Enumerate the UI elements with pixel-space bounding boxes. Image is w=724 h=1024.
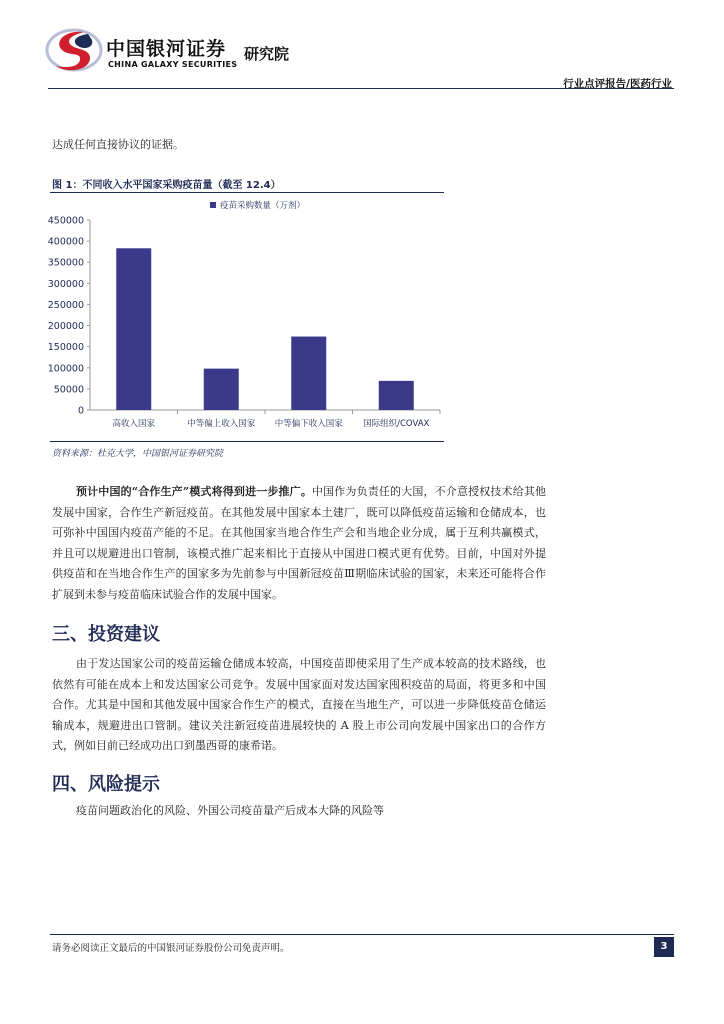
paragraph-risk: 疫苗问题政治化的风险、外国公司疫苗量产后成本大降的风险等 — [76, 804, 384, 817]
y-tick-label: 250000 — [47, 299, 84, 311]
footer-divider — [50, 934, 674, 935]
header-divider — [48, 88, 674, 89]
y-tick-label: 300000 — [47, 278, 84, 290]
y-tick-label: 100000 — [47, 363, 84, 375]
figure-title: 图 1：不同收入水平国家采购疫苗量（截至 12.4） — [52, 180, 281, 191]
institute-label: 研究院 — [244, 45, 290, 63]
y-tick-label: 400000 — [47, 236, 84, 248]
y-tick-label: 50000 — [53, 384, 84, 396]
paragraph-investment: 由于发达国家公司的疫苗运输仓储成本较高，中国疫苗即使采用了生产成本较高的技术路线，也依然有可能在成本上和发达国家公司竞争。发展中国家面对发达国家囤积疫苗的局面，将更多和中国合作。尤其是中国和其他发展中国家合作生产的模式，直接在当地生产，可以进一步降低疫苗仓储运输成本，规避进出口管制。建议关注新冠疫苗进展较快的 A 股上市公司向发展中国家出口的合作方式，例如目前已经成功出口到墨西哥的康希诺。 — [52, 657, 546, 752]
x-tick-label: 高收入国家 — [112, 419, 156, 429]
y-tick-label: 150000 — [47, 342, 84, 354]
figure-top-rule — [50, 192, 444, 193]
legend-label: 疫苗采购数量（万剂） — [220, 201, 306, 211]
section-heading-investment: 三、投资建议 — [52, 624, 160, 645]
brand-name-en: CHINA GALAXY SECURITIES — [108, 60, 238, 69]
bar — [204, 369, 239, 410]
x-tick-label: 国际组织/COVAX — [363, 419, 430, 429]
y-tick-label: 200000 — [47, 321, 84, 333]
bar — [291, 337, 326, 410]
galaxy-logo — [44, 26, 108, 74]
y-tick-label: 350000 — [47, 257, 84, 269]
figure-source: 资料来源：杜克大学，中国银河证券研究院 — [52, 449, 224, 459]
y-tick-label: 0 — [77, 405, 84, 417]
figure-bottom-rule — [50, 441, 444, 442]
intro-text: 达成任何直接协议的证据。 — [52, 138, 184, 151]
report-type: 行业点评报告/医药行业 — [563, 78, 672, 90]
paragraph-cooperation — [52, 482, 546, 605]
y-tick-label: 450000 — [47, 215, 84, 227]
legend-swatch — [210, 202, 216, 208]
footer-disclaimer: 请务必阅读正文最后的中国银河证券股份公司免责声明。 — [52, 943, 290, 954]
bar — [116, 248, 151, 410]
paragraph-lead: 预计中国的“合作生产”模式将得到进一步推广。 — [76, 485, 312, 498]
x-tick-label: 中等偏下收入国家 — [274, 419, 343, 429]
brand-name-cn: 中国银河证券 — [106, 38, 227, 60]
bar — [379, 381, 414, 410]
section-heading-risk: 四、风险提示 — [52, 774, 160, 795]
paragraph-body: 中国作为负责任的大国，不介意授权技术给其他发展中国家，合作生产新冠疫苗。在其他发展中国家本土建厂，既可以降低疫苗运输和仓储成本，也可弥补中国国内疫苗产能的不足。在其他国家当地合作生产会和当地企业分成，属于互利共赢模式，并且可以规避进出口管制，该模式推广起来相比于直接从中国进口模式更有优势。目前，中国对外提供疫苗和在当地合作生产的国家多为先前参与中国新冠疫苗Ⅲ期临床试验的国家，未来还可能将合作扩展到未参与疫苗临床试验合作的发展中国家。 — [52, 485, 547, 601]
page-number: 3 — [654, 937, 674, 957]
x-tick-label: 中等偏上收入国家 — [187, 419, 256, 429]
vaccine-purchase-chart — [40, 196, 450, 436]
